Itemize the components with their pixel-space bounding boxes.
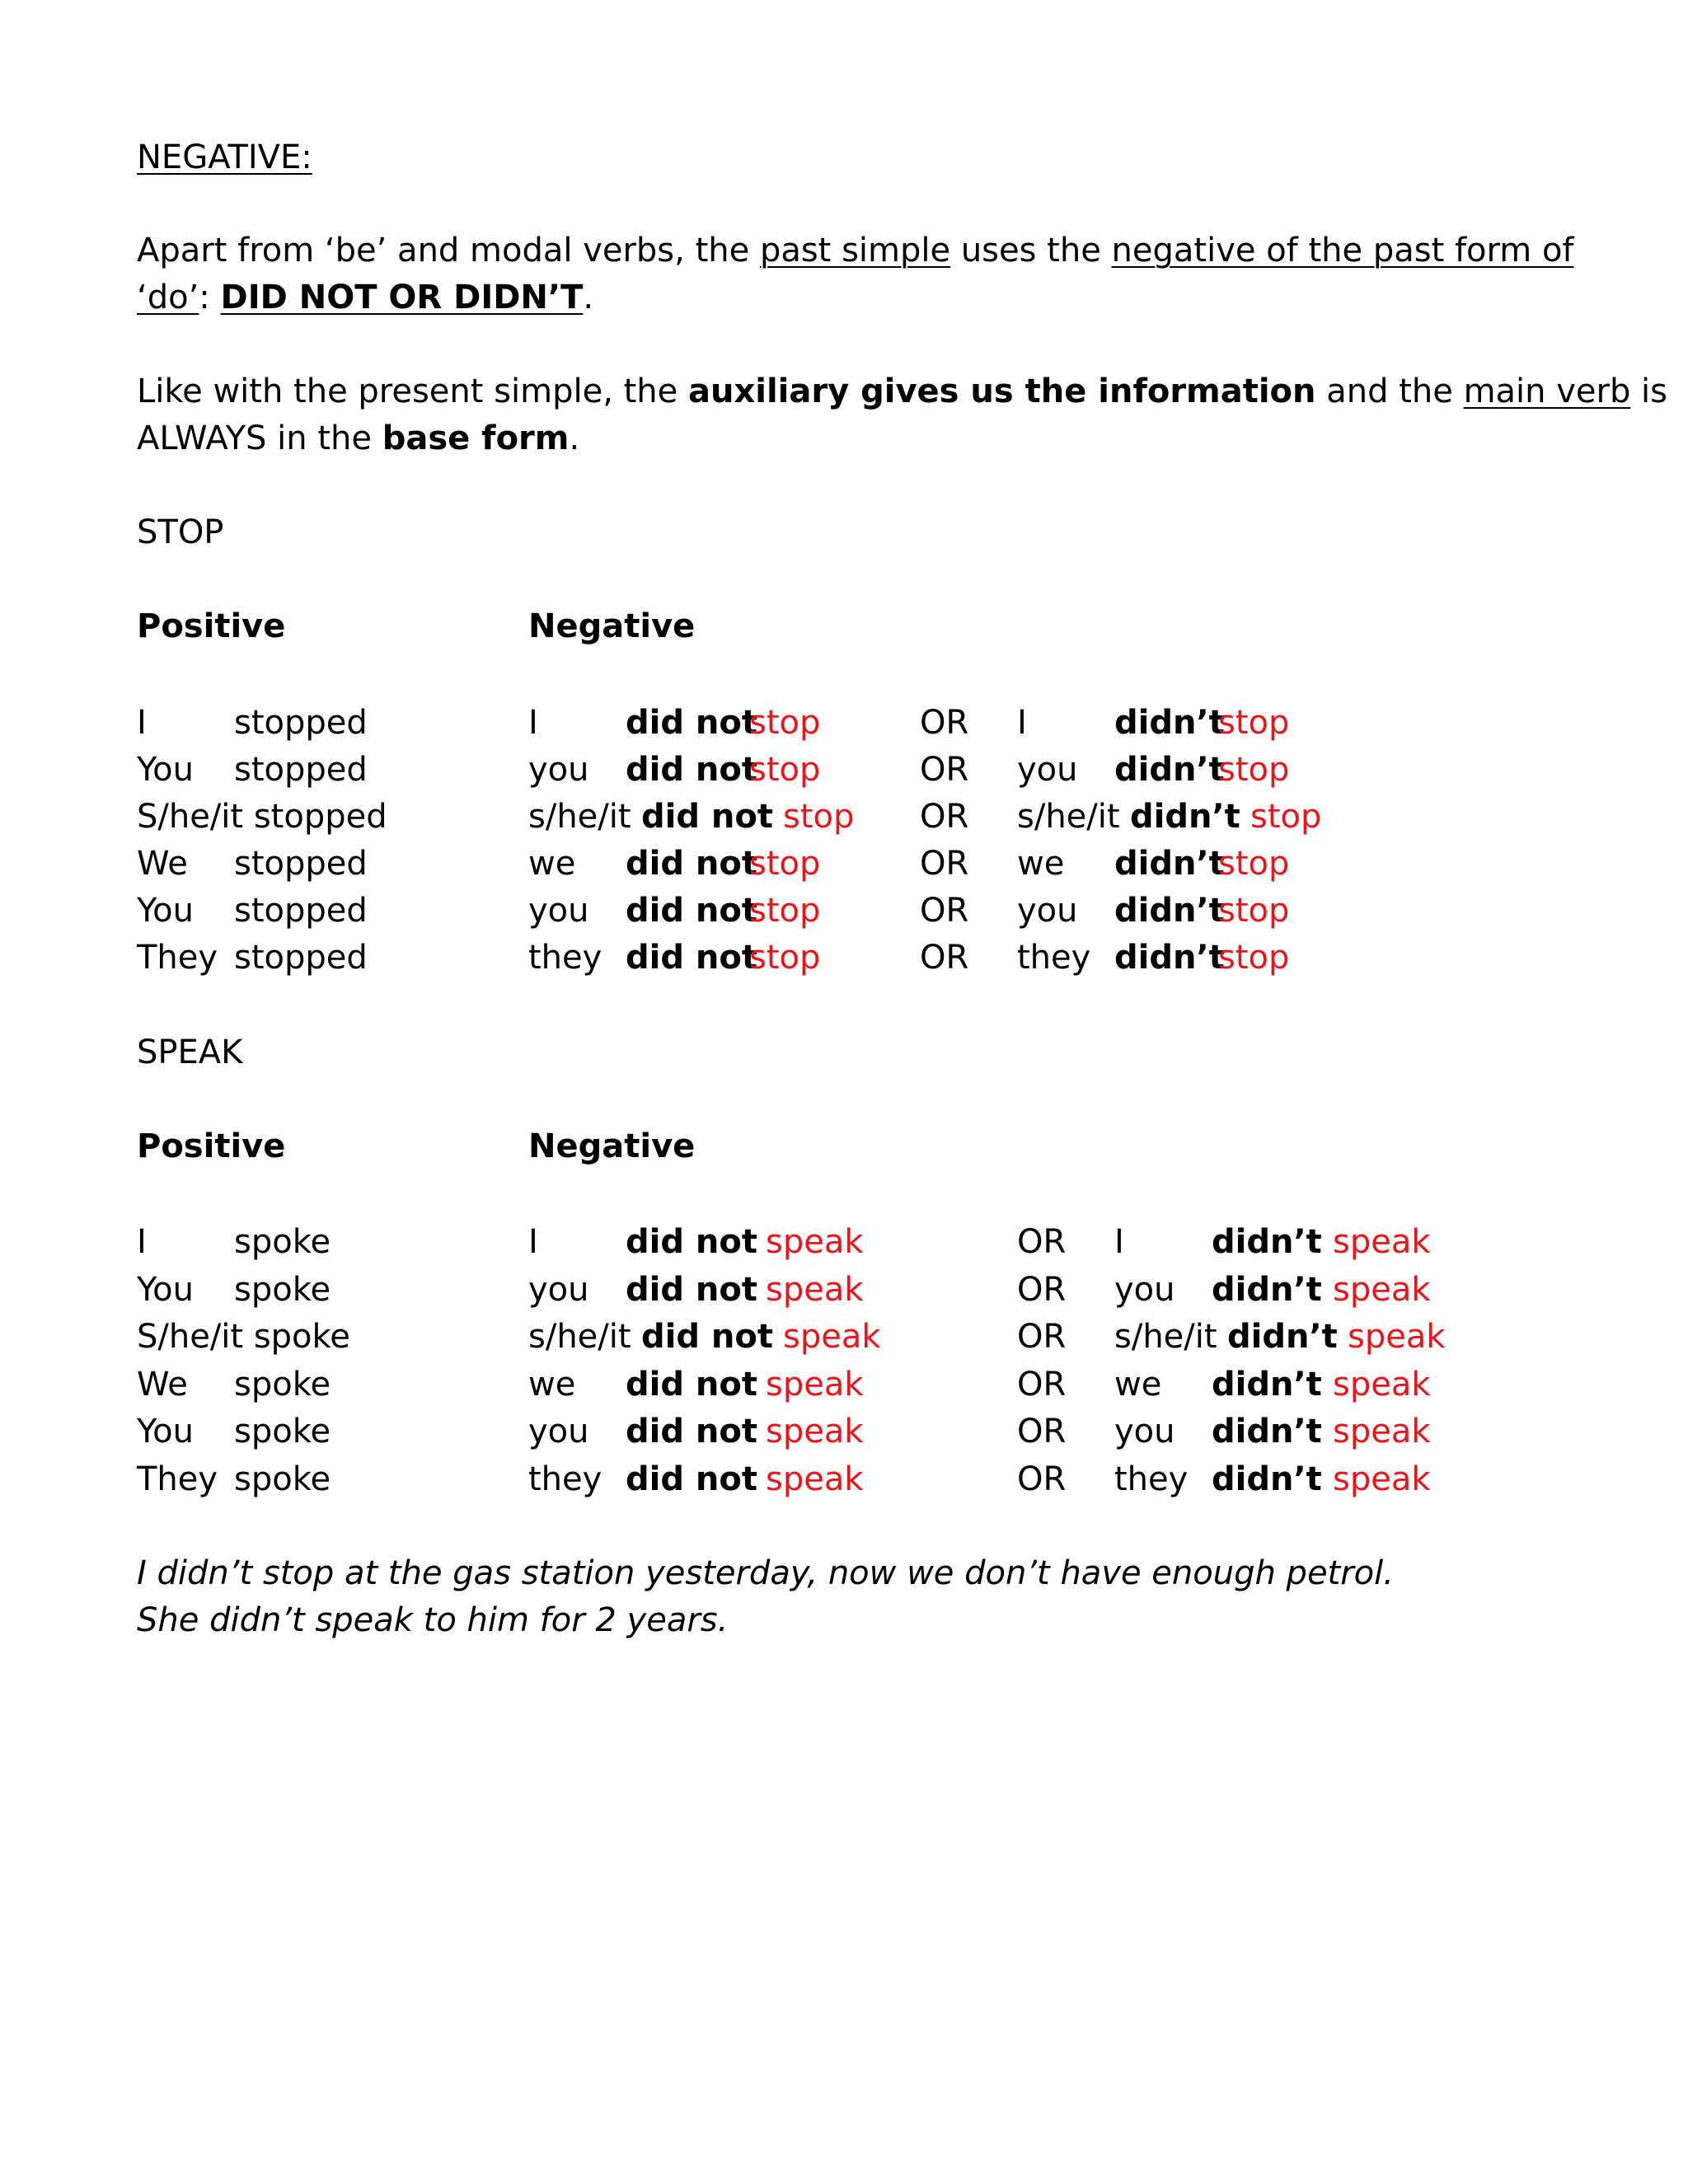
- negative-subject: you: [528, 892, 589, 930]
- positive-verb: spoke: [234, 1365, 331, 1404]
- table-row: [0, 1455, 1688, 1503]
- or-label: OR: [920, 845, 969, 883]
- positive-verb: spoke: [234, 1460, 331, 1498]
- example-sentence: She didn’t speak to him for 2 years.: [137, 1601, 729, 1639]
- negative-base-verb: speak: [766, 1413, 864, 1451]
- contracted-base-verb: stop: [1218, 704, 1290, 742]
- contracted-auxiliary: didn’t: [1212, 1460, 1322, 1498]
- or-label: OR: [920, 751, 969, 789]
- negative-base-verb: stop: [749, 892, 821, 930]
- negative-subject: you: [528, 1413, 589, 1451]
- contracted-base-verb: stop: [1218, 845, 1290, 883]
- positive-heading: Positive: [137, 607, 286, 645]
- contracted-auxiliary: didn’t: [1114, 939, 1225, 977]
- or-label: OR: [1017, 1223, 1067, 1261]
- positive-verb: stopped: [234, 845, 368, 883]
- positive-subject: You: [137, 892, 194, 930]
- contracted-auxiliary: didn’t: [1114, 704, 1225, 742]
- contracted-auxiliary: didn’t: [1212, 1270, 1322, 1309]
- verb-heading-speak: SPEAK: [137, 1033, 243, 1071]
- negative-auxiliary: did not: [626, 939, 757, 977]
- column-headings: [0, 602, 1688, 650]
- negative-base-verb: speak: [766, 1365, 864, 1404]
- contracted-subject: you: [1114, 1413, 1175, 1451]
- contracted-subject: you: [1017, 751, 1078, 789]
- contracted-subject: s/he/it: [1017, 798, 1120, 836]
- negative-subject: s/he/it: [528, 798, 631, 836]
- intro-paragraph-1-line-2: [137, 274, 593, 321]
- or-label: OR: [920, 798, 969, 836]
- term-do: ‘do’: [137, 279, 199, 316]
- negative-base-verb: speak: [783, 1318, 881, 1356]
- table-row: [0, 1361, 1688, 1408]
- negative-subject: we: [528, 1365, 576, 1404]
- negative-base-verb: stop: [749, 939, 821, 977]
- term-main-verb: main verb: [1463, 373, 1631, 410]
- contracted-subject: I: [1114, 1223, 1124, 1261]
- contracted-base-verb: speak: [1333, 1365, 1431, 1404]
- negative-subject: you: [528, 751, 589, 789]
- intro-text: Like with the present simple, the: [137, 373, 688, 410]
- contracted-auxiliary: didn’t: [1114, 845, 1225, 883]
- negative-base-verb: stop: [749, 845, 821, 883]
- positive-subject: I: [137, 704, 147, 742]
- or-label: OR: [1017, 1460, 1067, 1498]
- table-row: [0, 793, 1688, 841]
- or-label: OR: [1017, 1365, 1067, 1404]
- intro-paragraph-1-line-1: [137, 227, 1574, 274]
- or-label: OR: [1017, 1270, 1067, 1309]
- term-negative-past-form: negative of the past form of: [1111, 232, 1574, 269]
- contracted-subject: we: [1114, 1365, 1162, 1404]
- negative-auxiliary: did not: [626, 1223, 757, 1261]
- intro-paragraph-2-line-1: [137, 368, 1667, 415]
- page-title: NEGATIVE:: [137, 138, 312, 176]
- intro-text: :: [199, 279, 221, 316]
- positive-subject: S/he/it stopped: [137, 798, 387, 836]
- contracted-base-verb: speak: [1333, 1460, 1431, 1498]
- intro-text: is: [1630, 373, 1668, 410]
- negative-auxiliary: did not: [626, 751, 757, 789]
- term-past-simple: past simple: [759, 232, 951, 269]
- or-label: OR: [920, 939, 969, 977]
- table-row: [0, 1266, 1688, 1314]
- negative-subject: they: [528, 939, 603, 977]
- table-row: [0, 1218, 1688, 1266]
- table-row: [0, 934, 1688, 982]
- negative-subject: we: [528, 845, 576, 883]
- positive-subject: You: [137, 751, 194, 789]
- positive-subject: We: [137, 1365, 188, 1404]
- positive-subject: You: [137, 1413, 194, 1451]
- contracted-base-verb: speak: [1348, 1318, 1446, 1356]
- negative-auxiliary: did not: [641, 798, 773, 836]
- term-auxiliary: auxiliary gives us the information: [687, 373, 1316, 410]
- negative-subject: s/he/it: [528, 1318, 631, 1356]
- contracted-base-verb: speak: [1333, 1413, 1431, 1451]
- contracted-auxiliary: didn’t: [1212, 1223, 1322, 1261]
- contracted-base-verb: speak: [1333, 1223, 1431, 1261]
- contracted-base-verb: stop: [1218, 751, 1290, 789]
- positive-verb: stopped: [234, 939, 368, 977]
- contracted-auxiliary: didn’t: [1212, 1365, 1322, 1404]
- negative-auxiliary: did not: [626, 1365, 757, 1404]
- negative-subject: I: [528, 1223, 538, 1261]
- negative-auxiliary: did not: [626, 1413, 757, 1451]
- contracted-subject: I: [1017, 704, 1027, 742]
- positive-heading: Positive: [137, 1127, 286, 1165]
- positive-verb: spoke: [234, 1270, 331, 1309]
- positive-subject: S/he/it spoke: [137, 1318, 350, 1356]
- positive-subject: We: [137, 845, 188, 883]
- negative-base-verb: speak: [766, 1270, 864, 1309]
- table-row: [0, 887, 1688, 935]
- negative-auxiliary: did not: [626, 845, 757, 883]
- positive-subject: I: [137, 1223, 147, 1261]
- or-label: OR: [1017, 1318, 1067, 1356]
- table-row: [0, 699, 1688, 747]
- contracted-base-verb: stop: [1218, 892, 1290, 930]
- negative-auxiliary: did not: [626, 1270, 757, 1309]
- negative-auxiliary: did not: [641, 1318, 773, 1356]
- intro-text: .: [569, 419, 580, 457]
- positive-verb: stopped: [234, 892, 368, 930]
- positive-verb: stopped: [234, 751, 368, 789]
- negative-base-verb: stop: [749, 751, 821, 789]
- example-sentence: I didn’t stop at the gas station yesterday, now we don’t have enough petrol.: [137, 1554, 1394, 1592]
- table-row: [0, 746, 1688, 794]
- positive-subject: You: [137, 1270, 194, 1309]
- contracted-auxiliary: didn’t: [1114, 892, 1225, 930]
- positive-verb: stopped: [234, 704, 368, 742]
- intro-text: Apart from ‘be’ and modal verbs, the: [137, 232, 760, 269]
- contracted-subject: we: [1017, 845, 1065, 883]
- negative-subject: they: [528, 1460, 603, 1498]
- negative-heading: Negative: [528, 607, 696, 645]
- table-row: [0, 1408, 1688, 1455]
- contracted-subject: you: [1114, 1270, 1175, 1309]
- negative-subject: I: [528, 704, 538, 742]
- term-did-not-didnt: DID NOT OR DIDN’T: [220, 279, 584, 316]
- verb-heading-stop: STOP: [137, 513, 224, 551]
- negative-auxiliary: did not: [626, 1460, 757, 1498]
- or-label: OR: [1017, 1413, 1067, 1451]
- negative-auxiliary: did not: [626, 892, 757, 930]
- or-label: OR: [920, 704, 969, 742]
- or-label: OR: [920, 892, 969, 930]
- intro-text: and the: [1315, 373, 1464, 410]
- positive-verb: spoke: [234, 1413, 331, 1451]
- contracted-auxiliary: didn’t: [1130, 798, 1240, 836]
- table-row: [0, 1313, 1688, 1361]
- intro-text: ALWAYS in the: [137, 419, 382, 457]
- contracted-base-verb: stop: [1218, 939, 1290, 977]
- positive-subject: They: [137, 939, 218, 977]
- contracted-auxiliary: didn’t: [1227, 1318, 1338, 1356]
- contracted-base-verb: speak: [1333, 1270, 1431, 1309]
- negative-base-verb: speak: [766, 1460, 864, 1498]
- contracted-subject: you: [1017, 892, 1078, 930]
- positive-subject: They: [137, 1460, 218, 1498]
- contracted-subject: they: [1114, 1460, 1189, 1498]
- intro-text: uses the: [950, 232, 1112, 269]
- column-headings: [0, 1122, 1688, 1170]
- contracted-auxiliary: didn’t: [1114, 751, 1225, 789]
- negative-base-verb: stop: [749, 704, 821, 742]
- intro-paragraph-2-line-2: [137, 415, 579, 462]
- negative-base-verb: stop: [783, 798, 855, 836]
- positive-verb: spoke: [234, 1223, 331, 1261]
- negative-auxiliary: did not: [626, 704, 757, 742]
- term-base-form: base form: [382, 419, 570, 457]
- negative-subject: you: [528, 1270, 589, 1309]
- contracted-subject: s/he/it: [1114, 1318, 1217, 1356]
- intro-text: .: [583, 279, 594, 316]
- table-row: [0, 840, 1688, 888]
- contracted-subject: they: [1017, 939, 1091, 977]
- contracted-base-verb: stop: [1250, 798, 1322, 836]
- contracted-auxiliary: didn’t: [1212, 1413, 1322, 1451]
- negative-base-verb: speak: [766, 1223, 864, 1261]
- negative-heading: Negative: [528, 1127, 696, 1165]
